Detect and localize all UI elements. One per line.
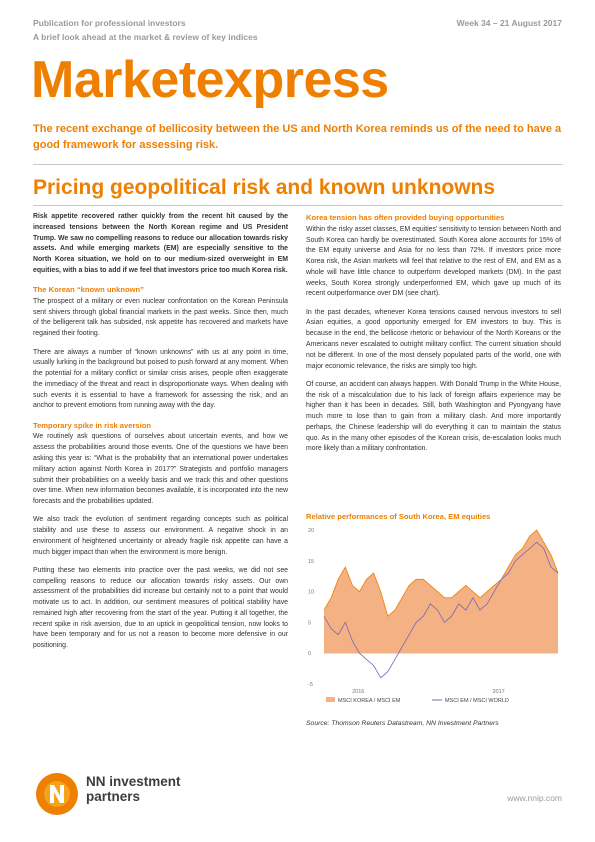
- right-column: [306, 212, 561, 463]
- legend-swatch: [326, 697, 335, 702]
- paragraph: Of course, an accident can always happen. With Donald Trump in the White House, the risk of a miscalculation due to his lack of foreign affairs experience may be higher than it has been in decades. Still, both Washington and Pyongyang have much more to lose than to gain from a military clash. And more importantly perhaps, the Chinese leadership will do everything it can to maintain the status quo. As in the many other episodes of the Korean crisis, de-escalation looks much more likely than a military confrontation.: [306, 380, 561, 453]
- paragraph: We also track the evolution of sentiment regarding concepts such as political stability and use these to assess our environment. A negative shock in an environment of heightened uncertainty or already fragile risk appetite can have a much bigger impact than when the environment is more benign.: [33, 516, 288, 556]
- publication-label: Publication for professional investors: [33, 18, 186, 28]
- paragraph: In the past decades, whenever Korea tensions caused nervous investors to sell Asian equities, a good opportunity emerged for EM investors to buy. This is because in the end, the bellicose rhetoric or behaviour of the North Koreans or the Americans never escalated to outright military conflict. The current situation should not be different. In one of the most densely populated parts of the world, one with major economic relevance, the risks are simply too high.: [306, 308, 561, 370]
- paragraph: The prospect of a military or even nuclear confrontation on the Korean Peninsula sent shivers through global financial markets in the past weeks. Since then, much of the belligerent talk has subsided, risk appetite has recovered and markets have regained their footing.: [33, 297, 288, 338]
- paragraph: There are always a number of “known unknowns” with us at any point in time, usually lurking in the background but poised to push forward at any moment. When the potential for a military conflict or similar crisis arises, people often exaggerate the immediacy of the threat and react in disproportionate ways. When dealing with such events it is essential to have a framework for assessing the risk, and an anchor to prevent emotions from running away with the day.: [33, 348, 288, 410]
- page-header: [33, 18, 562, 42]
- paragraph: Within the risky asset classes, EM equities’ sensitivity to tension between North and South Korea can hardly be overestimated. South Korea alone accounts for 15% of the EM equity universe and Asia for no less than 72%. If investors price more Korea risk, the Asian markets will feel that relative to the rest of EM, and EM as a whole will have little chance to outperform developed markets (DM). In the past weeks, South Korea strongly underperformed EM, which gave up much of its recent outperformance over DM (see chart).: [306, 225, 561, 298]
- logo-wordmark: [86, 774, 181, 804]
- chart-canvas: [306, 524, 561, 724]
- legend-label: MSCI EM / MSCI WORLD: [445, 698, 509, 704]
- paragraph: We routinely ask questions of ourselves about uncertain events, and how we assess the probabilities around those events. One of the questions we have been asking this year is: “What is the probability that an international power undertakes military action against North Korea in 2017?” Strategists and portfolio managers submit their probabilities on a weekly basis and we track this and other questions over time. When new information becomes available, it is incorporated into the new forecasts and the probabilities updated.: [33, 433, 288, 506]
- company-logo: [33, 770, 243, 820]
- left-column: [33, 212, 288, 659]
- lead-paragraph: The recent exchange of bellicosity between the US and North Korea reminds us of the need to have a good framework for assessing risk.: [33, 123, 562, 151]
- divider: [33, 164, 563, 165]
- article-headline: Pricing geopolitical risk and known unknowns: [33, 176, 496, 199]
- y-tick-label: 15: [308, 558, 315, 565]
- x-tick-label: 2016: [352, 689, 365, 695]
- section-heading: Korea tension has often provided buying opportunities: [306, 213, 505, 222]
- website-link[interactable]: www.nnip.com: [507, 793, 562, 803]
- chart-source: Source: Thomson Reuters Datastream, NN Investment Partners: [306, 720, 499, 727]
- x-tick-label: 2017: [492, 689, 505, 695]
- y-tick-label: 0: [308, 651, 312, 658]
- paragraph: Putting these two elements into practice over the past weeks, we did not see compelling reasons to reduce our allocation towards risky assets. Our own assessment of the probabilities did increase but certainly not to a point that would motivate us to act. In addition, our sentiment measures of political stability have remained high after recovering from the start of the year. Putting it all together, the recent spike in risk aversion, due to an uptick in geopolitical tension, now looks to have been temporary and for us not a reason to become more defensive in our positioning.: [33, 566, 288, 650]
- legend-label: MSCI KOREA / MSCI EM: [338, 698, 401, 704]
- publication-subtitle: A brief look ahead at the market & review of key indices: [33, 32, 258, 42]
- section-heading: The Korean “known unknown”: [33, 285, 144, 295]
- chart: [306, 512, 561, 704]
- issue-date: Week 34 – 21 August 2017: [456, 18, 562, 28]
- nn-logo-icon: [33, 770, 81, 818]
- section-heading: Temporary spike in risk aversion: [33, 420, 152, 430]
- y-tick-label: 20: [308, 528, 315, 534]
- logo-line: partners: [86, 789, 141, 805]
- y-tick-label: 5: [308, 620, 312, 627]
- y-tick-label: -5: [308, 682, 313, 688]
- divider: [33, 205, 563, 206]
- intro-paragraph: Risk appetite recovered rather quickly from the recent hit caused by the increased tensions between the North Korean regime and US President Trump. We saw no compelling reasons to reduce our allocation towards risky assets. And while emerging markets (EM) are especially sensitive to the North Korea situation, we hold on to our medium-sized overweight in EM equities, with a bias to add if we feel that investors price too much Korea risk.: [33, 213, 288, 274]
- y-tick-label: 10: [308, 589, 315, 596]
- logo-line: NN investment: [86, 774, 181, 789]
- chart-title: Relative performances of South Korea, EM equities: [306, 512, 491, 521]
- newsletter-title: Marketexpress: [31, 51, 389, 109]
